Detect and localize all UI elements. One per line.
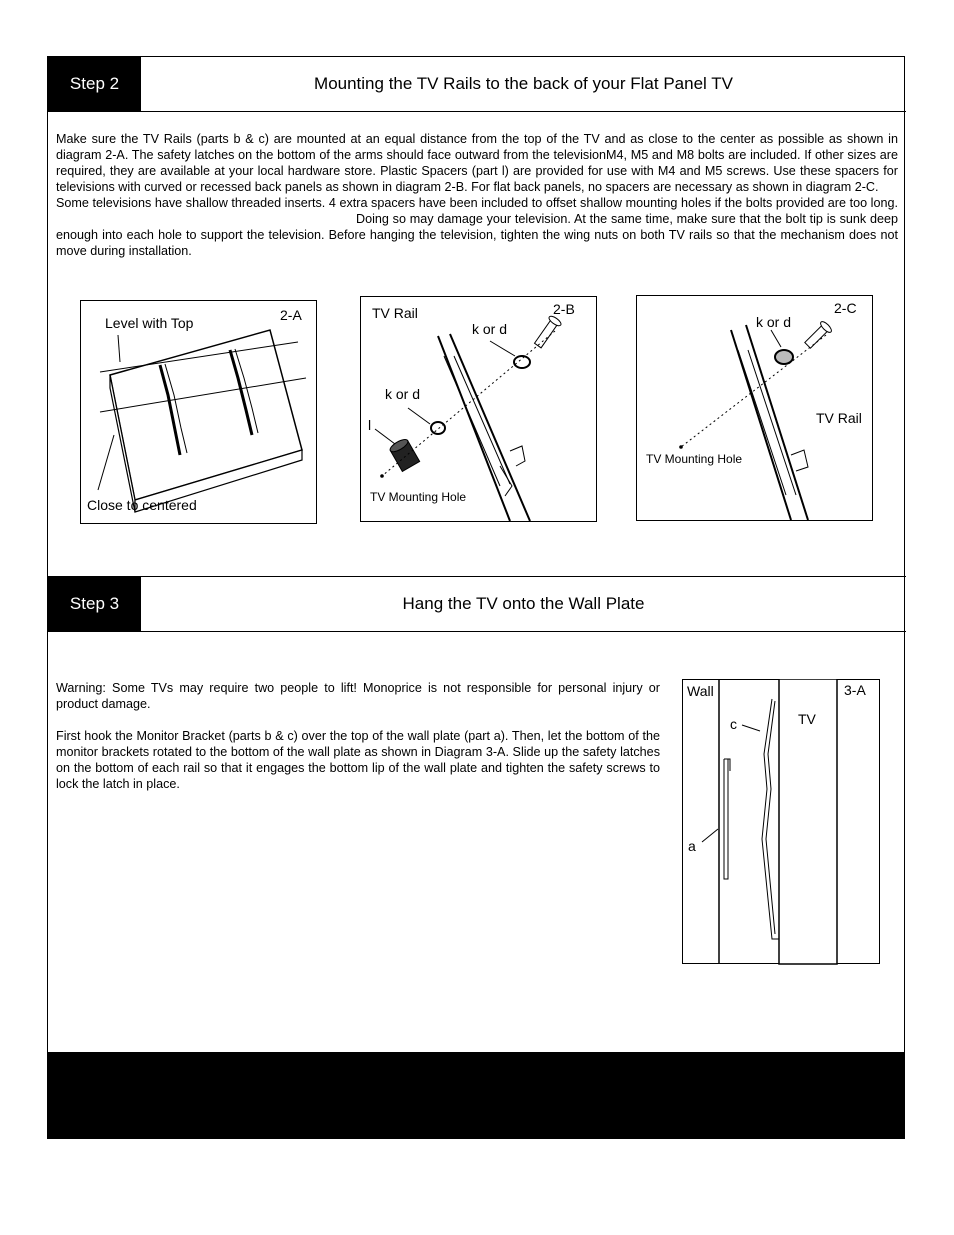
diagram-2b-spacer-label: l: [368, 417, 372, 433]
diagram-3a-a-label: a: [688, 838, 696, 854]
diagram-2b-hole-label: TV Mounting Hole: [370, 490, 467, 504]
step3-instructions: First hook the Monitor Bracket (parts b & c) over the top of the wall plate (part a). Then, let the bottom of the monitor brackets rotated to the bottom of the wall plate as shown in Diagram 3-A. Slide up the safety latches on the bottom of each rail so that it engages the bottom lip of the wall plate and tighten the safety screws to lock the latch in place.: [56, 729, 660, 791]
diagram-3a-c-label: c: [730, 716, 737, 732]
diagram-2b: [360, 296, 598, 523]
diagram-2c-hole-label: TV Mounting Hole: [646, 452, 743, 466]
diagram-2b-rail-label: TV Rail: [372, 305, 418, 321]
step2-title: Mounting the TV Rails to the back of your Flat Panel TV: [314, 74, 733, 93]
diagram-2a: [80, 300, 318, 525]
diagram-2a-level-label: Level with Top: [105, 315, 194, 331]
step2-paragraph2: [56, 195, 898, 259]
diagram-3a-tv-label: TV: [798, 711, 816, 727]
step2-paragraph2a: Some televisions have shallow threaded inserts. 4 extra spacers have been included to offset shallow mounting holes if the bolts provided are too long.: [56, 196, 898, 210]
step2-tag: Step 2: [48, 57, 141, 111]
diagram-2b-kord-top: k or d: [472, 321, 508, 337]
step3-body: [56, 680, 660, 792]
diagram-3a: [682, 679, 881, 965]
diagram-2a-center-label: Close to centered: [87, 497, 197, 513]
instruction-page: [47, 56, 905, 1139]
step3-header: [48, 576, 906, 632]
footer-bar: [48, 1052, 904, 1138]
diagram-2c: [636, 295, 874, 522]
diagram-3a-id: 3-A: [844, 682, 866, 698]
diagram-2a-id: 2-A: [280, 307, 302, 323]
diagram-2b-id: 2-B: [553, 301, 575, 317]
step3-tag: Step 3: [48, 577, 141, 631]
diagram-2c-id: 2-C: [834, 300, 857, 316]
step2-paragraph2b: Doing so may damage your television. At the same time, make sure that the bolt tip is sunk deep enough into each hole to support the television. Before hanging the television, tighten the wing nuts on both TV rails so that the mechanism does not move during installation.: [56, 212, 898, 258]
step2-paragraph1: Make sure the TV Rails (parts b & c) are mounted at an equal distance from the top of the TV and as close to the center as possible as shown in diagram 2-A. The safety latches on the bottom of the arms should face outward from the televisionM4, M5 and M8 bolts are included. If other sizes are required, they are available at your local hardware store. Plastic Spacers (part l) are provided for use with M4 and M5 screws. Use these spacers for televisions with curved or recessed back panels as shown in diagram 2-B. For flat back panels, no spacers are necessary as shown in diagram 2-C.: [56, 132, 898, 194]
diagram-2b-kord-mid: k or d: [385, 386, 421, 402]
diagram-2c-kord-label: k or d: [756, 314, 792, 330]
step2-header: [48, 57, 906, 112]
step3-title: Hang the TV onto the Wall Plate: [402, 594, 645, 613]
step2-body: [56, 131, 898, 259]
diagram-2c-rail-label: TV Rail: [816, 410, 862, 426]
step3-warning: Warning: Some TVs may require two people to lift! Monoprice is not responsible for personal injury or product damage.: [56, 681, 660, 711]
diagram-3a-wall-label: Wall: [687, 683, 714, 699]
